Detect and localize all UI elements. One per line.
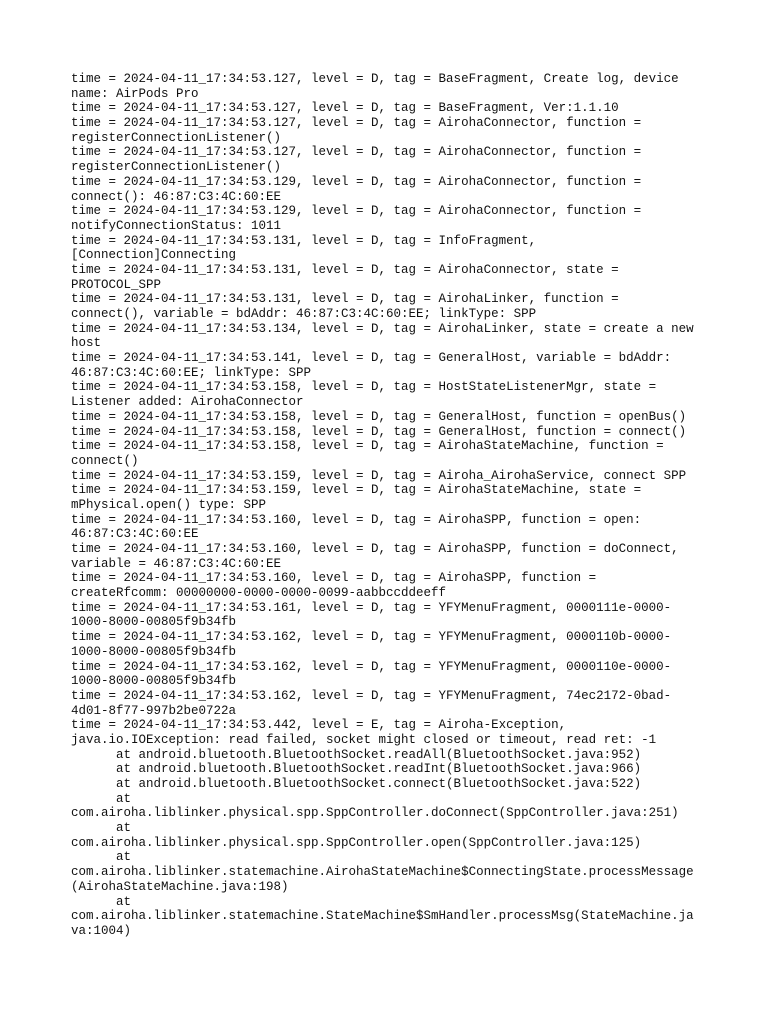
log-line: (AirohaStateMachine.java:198) <box>71 879 289 894</box>
log-line: com.airoha.liblinker.physical.spp.SppController.doConnect(SppController.java:251) <box>71 806 679 821</box>
log-line: host <box>71 336 102 351</box>
log-line: notifyConnectionStatus: 1011 <box>71 218 282 233</box>
log-line: time = 2024-04-11_17:34:53.127, level = D, tag = AirohaConnector, function = <box>71 145 642 160</box>
log-line: name: AirPods Pro <box>71 86 199 101</box>
log-line: time = 2024-04-11_17:34:53.158, level = D, tag = GeneralHost, function = connect() <box>71 424 687 439</box>
log-line: time = 2024-04-11_17:34:53.160, level = D, tag = AirohaSPP, function = open: <box>71 512 642 527</box>
log-line: at <box>71 791 132 806</box>
log-line: time = 2024-04-11_17:34:53.158, level = D, tag = HostStateListenerMgr, state = <box>71 380 657 395</box>
log-line: time = 2024-04-11_17:34:53.160, level = D, tag = AirohaSPP, function = doConnect, <box>71 542 679 556</box>
log-line: at <box>71 850 132 865</box>
log-line: at android.bluetooth.BluetoothSocket.readAll(BluetoothSocket.java:952) <box>71 747 642 762</box>
log-line: java.io.IOException: read failed, socket might closed or timeout, read ret: -1 <box>71 732 657 747</box>
log-line: registerConnectionListener() <box>71 130 282 145</box>
log-line: time = 2024-04-11_17:34:53.131, level = D, tag = AirohaLinker, function = <box>71 292 619 307</box>
log-line: time = 2024-04-11_17:34:53.162, level = D, tag = YFYMenuFragment, 0000110b-0000- <box>71 630 672 645</box>
log-line: time = 2024-04-11_17:34:53.159, level = D, tag = Airoha_AirohaService, connect SPP <box>71 468 687 483</box>
log-line: connect(): 46:87:C3:4C:60:EE <box>71 189 282 204</box>
log-line: time = 2024-04-11_17:34:53.159, level = D, tag = AirohaStateMachine, state = <box>71 483 642 498</box>
log-line: com.airoha.liblinker.statemachine.StateMachine$SmHandler.processMsg(StateMachine.ja <box>71 909 694 924</box>
log-line: variable = 46:87:C3:4C:60:EE <box>71 556 282 571</box>
log-line: mPhysical.open() type: SPP <box>71 497 267 512</box>
log-line: time = 2024-04-11_17:34:53.127, level = D, tag = BaseFragment, Ver:1.1.10 <box>71 101 619 116</box>
log-line: at android.bluetooth.BluetoothSocket.readInt(BluetoothSocket.java:966) <box>71 762 642 777</box>
log-line: registerConnectionListener() <box>71 160 282 175</box>
log-line: time = 2024-04-11_17:34:53.131, level = D, tag = InfoFragment, <box>71 233 537 248</box>
log-line: createRfcomm: 00000000-0000-0000-0099-aabbccddeeff <box>71 586 447 601</box>
log-line: time = 2024-04-11_17:34:53.127, level = D, tag = BaseFragment, Create log, device <box>71 72 679 86</box>
log-line: PROTOCOL_SPP <box>71 277 162 292</box>
log-line: connect(), variable = bdAddr: 46:87:C3:4C:60:EE; linkType: SPP <box>71 307 537 321</box>
log-line: time = 2024-04-11_17:34:53.129, level = D, tag = AirohaConnector, function = <box>71 204 642 219</box>
log-line: com.airoha.liblinker.statemachine.AirohaStateMachine$ConnectingState.processMessage <box>71 865 694 880</box>
log-line: time = 2024-04-11_17:34:53.131, level = D, tag = AirohaConnector, state = <box>71 262 619 277</box>
log-line: at android.bluetooth.BluetoothSocket.connect(BluetoothSocket.java:522) <box>71 777 642 791</box>
log-line: at <box>71 821 132 836</box>
log-line: time = 2024-04-11_17:34:53.162, level = D, tag = YFYMenuFragment, 74ec2172-0bad- <box>71 688 672 703</box>
log-line: time = 2024-04-11_17:34:53.134, level = D, tag = AirohaLinker, state = create a new <box>71 321 694 336</box>
log-line: va:1004) <box>71 923 132 938</box>
log-line: time = 2024-04-11_17:34:53.442, level = E, tag = Airoha-Exception, <box>71 718 567 733</box>
log-line: 4d01-8f77-997b2be0722a <box>71 703 237 718</box>
log-line: time = 2024-04-11_17:34:53.129, level = D, tag = AirohaConnector, function = <box>71 174 642 189</box>
log-line: time = 2024-04-11_17:34:53.160, level = D, tag = AirohaSPP, function = <box>71 571 597 586</box>
log-line: at <box>71 894 132 909</box>
log-line: 1000-8000-00805f9b34fb <box>71 615 237 630</box>
log-line: 46:87:C3:4C:60:EE; linkType: SPP <box>71 365 312 380</box>
log-line: com.airoha.liblinker.physical.spp.SppController.open(SppController.java:125) <box>71 835 642 850</box>
log-line: 46:87:C3:4C:60:EE <box>71 527 199 542</box>
log-line: 1000-8000-00805f9b34fb <box>71 674 237 689</box>
log-line: time = 2024-04-11_17:34:53.161, level = D, tag = YFYMenuFragment, 0000111e-0000- <box>71 600 672 615</box>
log-line: time = 2024-04-11_17:34:53.141, level = D, tag = GeneralHost, variable = bdAddr: <box>71 351 672 366</box>
log-line: 1000-8000-00805f9b34fb <box>71 644 237 659</box>
log-line: connect() <box>71 453 139 468</box>
log-line: time = 2024-04-11_17:34:53.158, level = D, tag = AirohaStateMachine, function = <box>71 439 664 454</box>
log-line: time = 2024-04-11_17:34:53.127, level = D, tag = AirohaConnector, function = <box>71 116 642 131</box>
log-line: time = 2024-04-11_17:34:53.158, level = D, tag = GeneralHost, function = openBus() <box>71 409 687 424</box>
log-line: time = 2024-04-11_17:34:53.162, level = D, tag = YFYMenuFragment, 0000110e-0000- <box>71 659 672 674</box>
log-line: Listener added: AirohaConnector <box>71 395 304 410</box>
log-text-block <box>71 72 711 939</box>
log-line: [Connection]Connecting <box>71 248 237 263</box>
